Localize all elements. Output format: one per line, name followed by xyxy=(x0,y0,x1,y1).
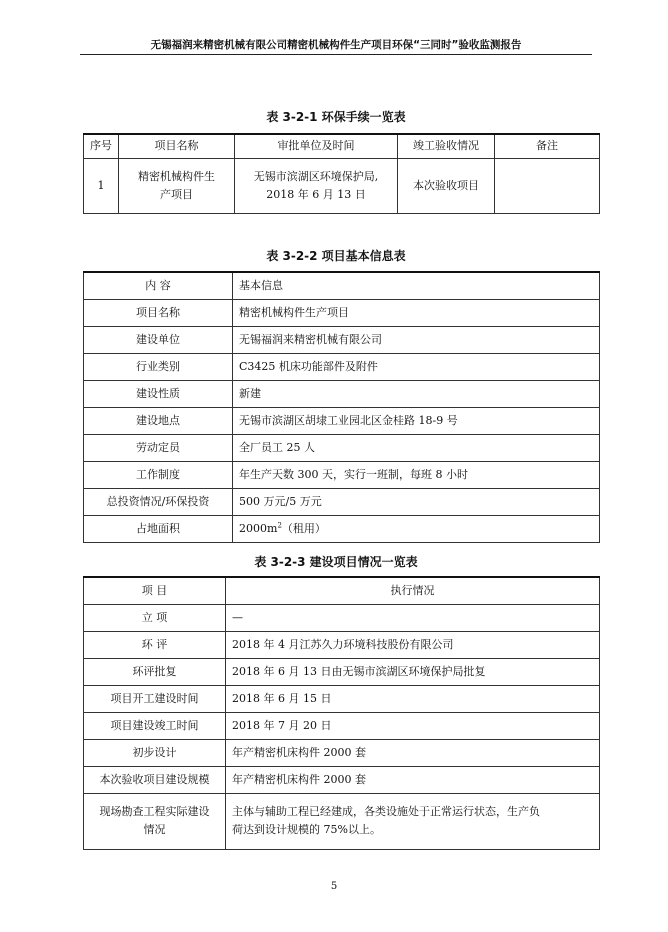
table-row xyxy=(84,326,600,353)
item-value xyxy=(226,793,600,849)
remark-cell xyxy=(495,158,600,213)
item-label: 环 评 xyxy=(84,631,226,658)
item-label: 本次验收项目建设规模 xyxy=(84,766,226,793)
item-label: 项 目 xyxy=(84,577,226,604)
area-note: （租用） xyxy=(281,521,326,535)
item-value: 2018 年 4 月江苏久力环境科技股份有限公司 xyxy=(226,631,600,658)
table3-caption: 表 3-2-3 建设项目情况一览表 xyxy=(254,555,418,569)
field-value: 精密机械构件生产项目 xyxy=(233,299,600,326)
header-cell: 审批单位及时间 xyxy=(235,134,398,158)
item-value: 2018 年 6 月 15 日 xyxy=(226,685,600,712)
item-label-line2: 情况 xyxy=(143,823,166,836)
table-row xyxy=(84,407,600,434)
approval-line1: 无锡市滨湖区环境保护局, xyxy=(253,169,379,183)
item-value: 执行情况 xyxy=(226,577,600,604)
table-row xyxy=(84,604,600,631)
item-label-line1: 现场勘查工程实际建设 xyxy=(99,805,210,818)
field-value: 无锡市滨湖区胡埭工业园北区金桂路 18-9 号 xyxy=(233,407,600,434)
field-label: 建设性质 xyxy=(84,380,233,407)
table-row xyxy=(84,299,600,326)
field-value xyxy=(233,515,600,542)
table-row xyxy=(84,577,600,604)
item-value: 2018 年 7 月 20 日 xyxy=(226,712,600,739)
report-header: 无锡福润来精密机械有限公司精密机械构件生产项目环保“三同时”验收监测报告 xyxy=(150,39,522,51)
field-label: 项目名称 xyxy=(84,299,233,326)
table-row xyxy=(84,793,600,849)
table1-caption: 表 3-2-1 环保手续一览表 xyxy=(266,110,406,124)
item-value: 年产精密机床构件 2000 套 xyxy=(226,766,600,793)
item-label: 项目开工建设时间 xyxy=(84,685,226,712)
item-label xyxy=(84,793,226,849)
item-value: 2018 年 6 月 13 日由无锡市滨湖区环境保护局批复 xyxy=(226,658,600,685)
project-name-cell xyxy=(119,158,235,213)
header-cell: 竣工验收情况 xyxy=(398,134,495,158)
page-number: 5 xyxy=(330,881,338,892)
area-unit-superscript: 2 xyxy=(277,520,282,529)
table-row xyxy=(84,158,600,213)
field-label: 内 容 xyxy=(84,272,233,299)
approval-procedures-table xyxy=(83,133,600,214)
table-row xyxy=(84,353,600,380)
header-cell: 备注 xyxy=(495,134,600,158)
table-row xyxy=(84,766,600,793)
table-row xyxy=(84,434,600,461)
item-value: 年产精密机床构件 2000 套 xyxy=(226,739,600,766)
field-value: 年生产天数 300 天，实行一班制，每班 8 小时 xyxy=(233,461,600,488)
table-row xyxy=(84,658,600,685)
table-header-row xyxy=(84,134,600,158)
item-label: 立 项 xyxy=(84,604,226,631)
project-name-line1: 精密机械构件生 xyxy=(138,169,215,183)
approval-cell xyxy=(235,158,398,213)
field-label: 占地面积 xyxy=(84,515,233,542)
approval-line2: 2018 年 6 月 13 日 xyxy=(266,187,366,201)
item-value-line1: 主体与辅助工程已经建成，各类设施处于正常运行状态，生产负 xyxy=(232,805,540,818)
basic-info-table xyxy=(83,271,600,543)
item-label: 环评批复 xyxy=(84,658,226,685)
field-value: 无锡福润来精密机械有限公司 xyxy=(233,326,600,353)
header-cell: 序号 xyxy=(84,134,119,158)
table-row xyxy=(84,515,600,542)
table-row xyxy=(84,739,600,766)
table-row xyxy=(84,461,600,488)
field-label: 建设单位 xyxy=(84,326,233,353)
item-value-line2: 荷达到设计规模的 75%以上。 xyxy=(232,823,381,836)
header-rule xyxy=(80,54,592,55)
table-row xyxy=(84,685,600,712)
area-value: 2000m xyxy=(239,521,278,535)
field-value: 基本信息 xyxy=(233,272,600,299)
header-cell: 项目名称 xyxy=(119,134,235,158)
table-row xyxy=(84,631,600,658)
field-label: 总投资情况/环保投资 xyxy=(84,488,233,515)
field-value: 500 万元/5 万元 xyxy=(233,488,600,515)
field-value: C3425 机床功能部件及附件 xyxy=(233,353,600,380)
project-name-line2: 产项目 xyxy=(160,187,193,201)
item-label: 初步设计 xyxy=(84,739,226,766)
table-row xyxy=(84,380,600,407)
item-label: 项目建设竣工时间 xyxy=(84,712,226,739)
field-label: 行业类别 xyxy=(84,353,233,380)
table2-caption: 表 3-2-2 项目基本信息表 xyxy=(266,249,406,263)
field-label: 建设地点 xyxy=(84,407,233,434)
field-value: 全厂员工 25 人 xyxy=(233,434,600,461)
field-label: 工作制度 xyxy=(84,461,233,488)
construction-status-table xyxy=(83,576,600,850)
field-label: 劳动定员 xyxy=(84,434,233,461)
row-number: 1 xyxy=(84,158,119,213)
table-row xyxy=(84,488,600,515)
acceptance-status-cell: 本次验收项目 xyxy=(398,158,495,213)
table-row xyxy=(84,712,600,739)
field-value: 新建 xyxy=(233,380,600,407)
item-value: — xyxy=(226,604,600,631)
table-row xyxy=(84,272,600,299)
